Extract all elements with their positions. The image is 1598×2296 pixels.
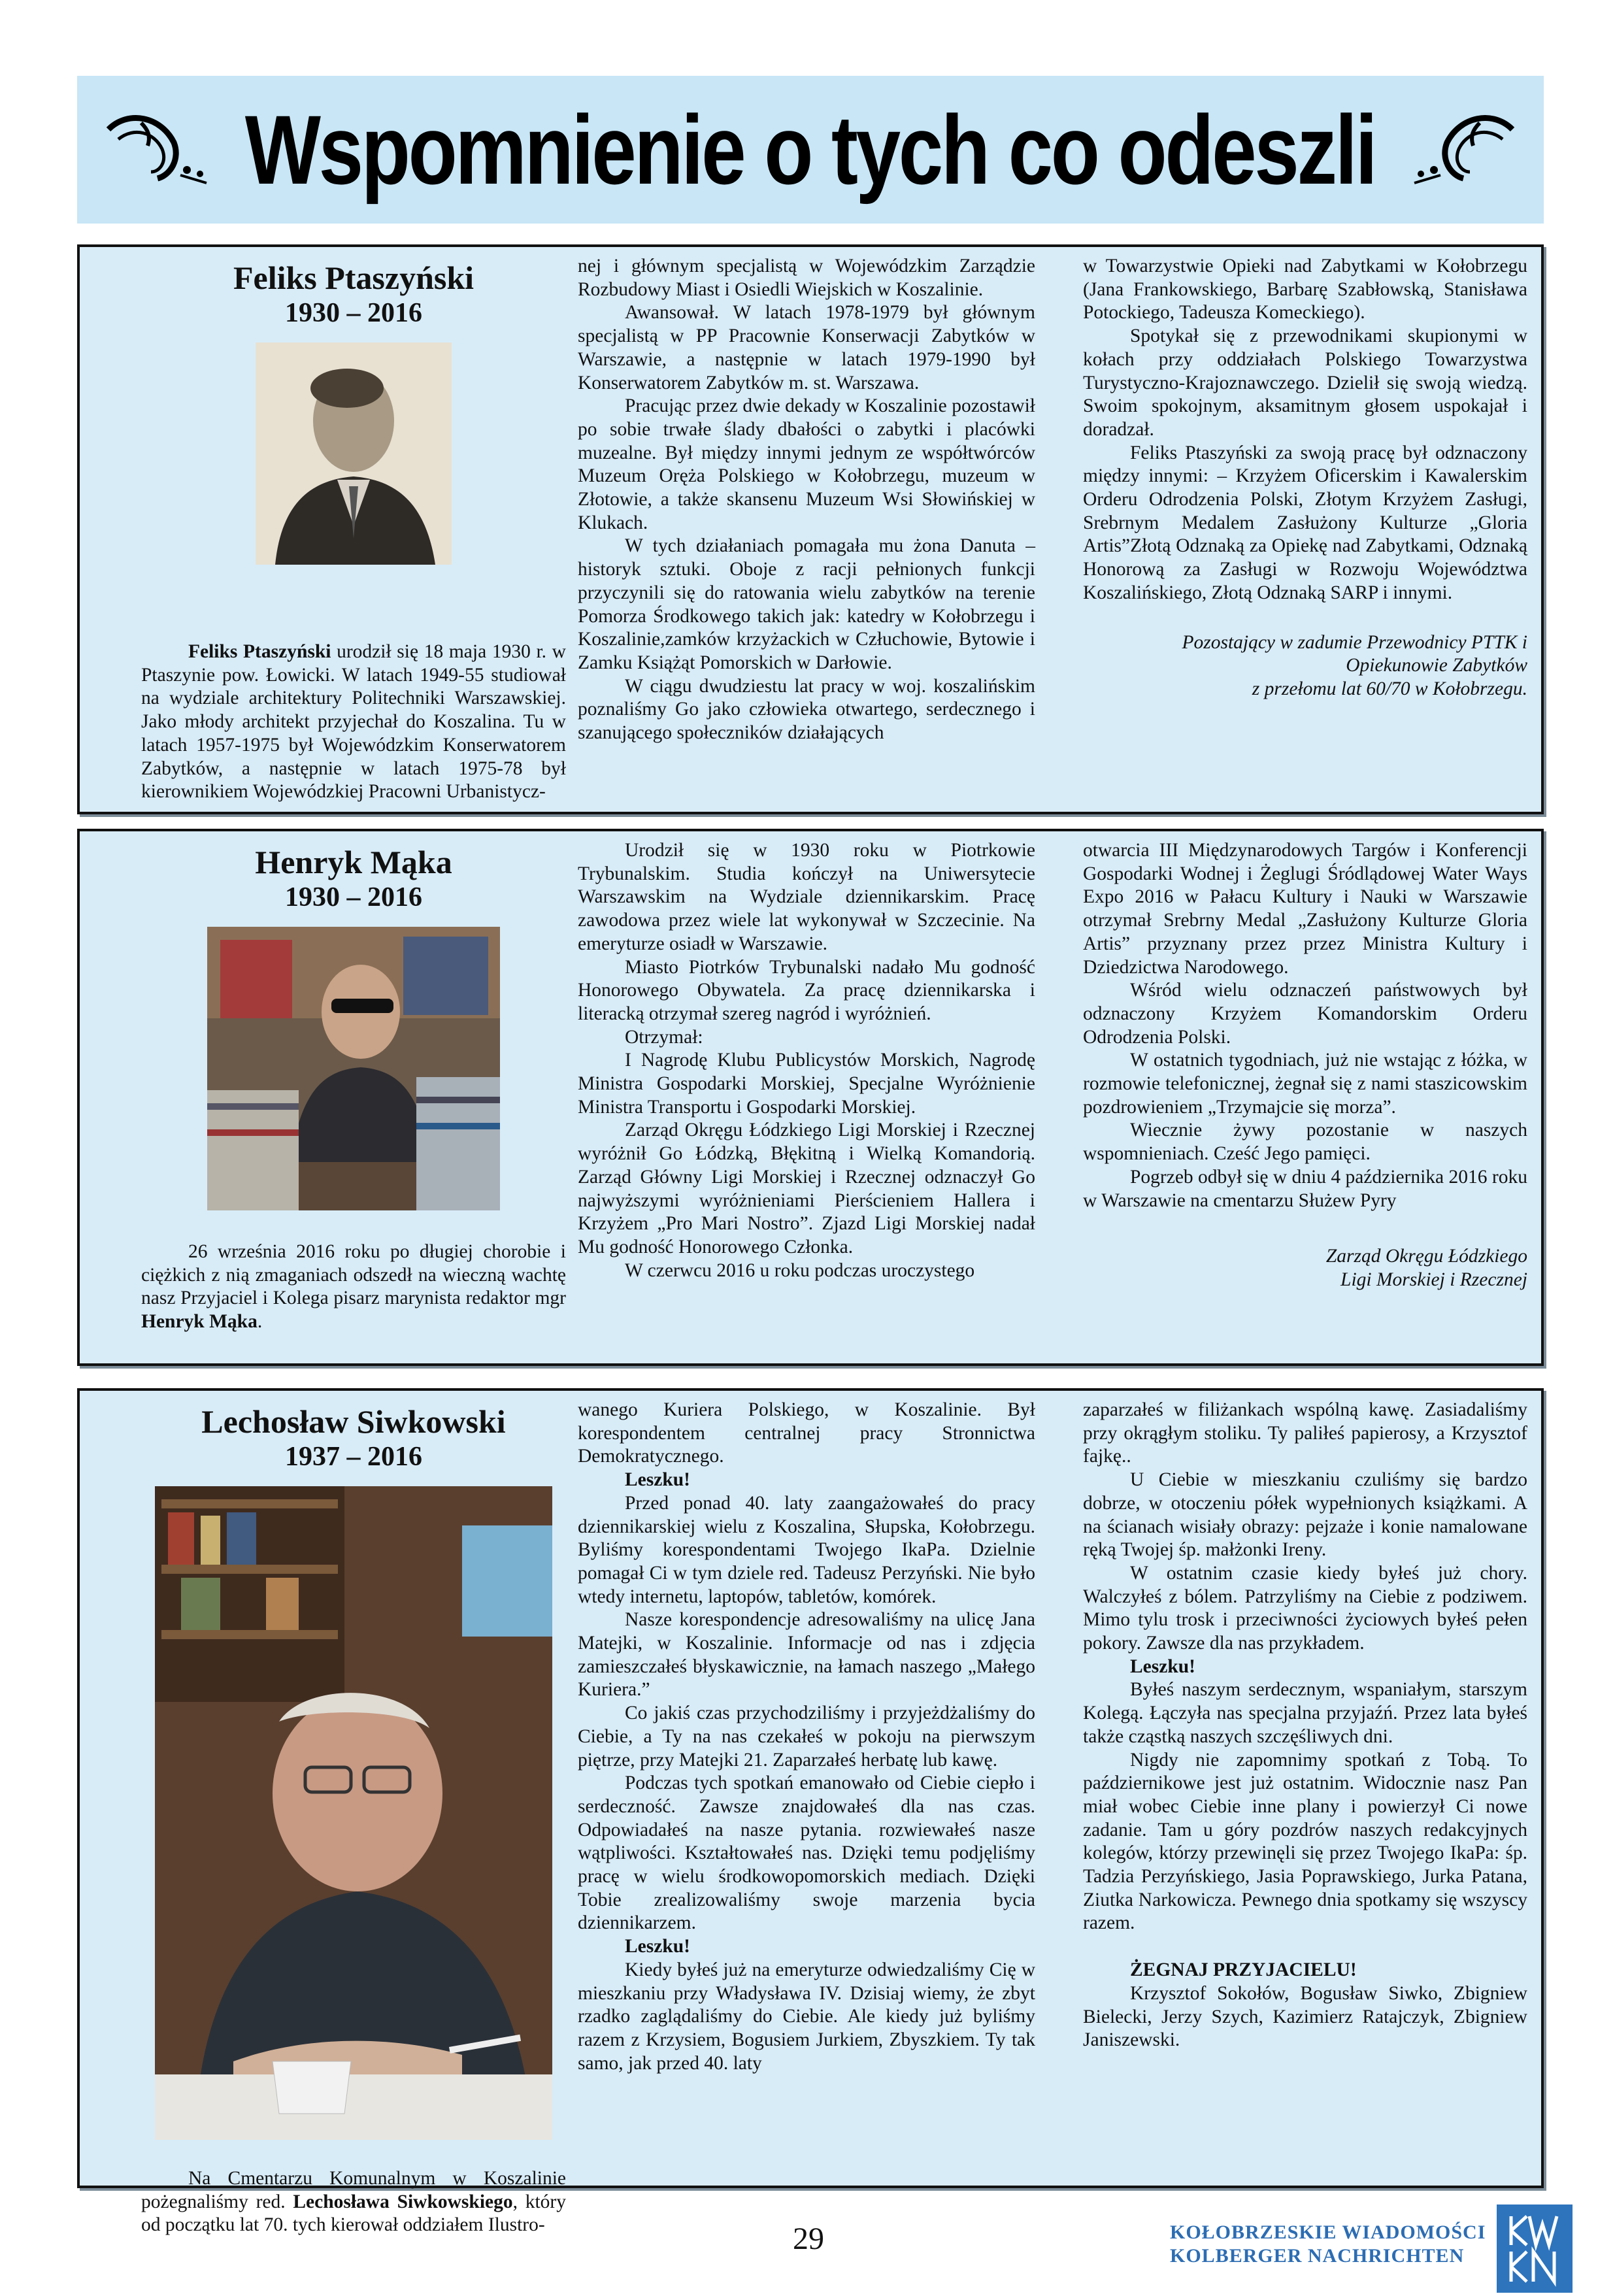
paragraph: Wiecznie żywy pozostanie w naszych wspomnieniach. Cześć Jego pamięci. bbox=[1083, 1120, 1527, 1165]
paragraph: nej i głównym specjalistą w Wojewódzkim Zarządzie Rozbudowy Miast i Osiedli Wiejskich w Koszalinie. bbox=[578, 256, 1035, 300]
paragraph: Kiedy byłeś już na emeryturze odwiedzaliśmy Cię w mieszkaniu przy Władysława IV. Dzisiaj wiemy, że zbyt rzadko zaglądaliśmy do Ciebie. Ale kiedy już byliśmy razem z Krzysiem, Bogusiem Jurkiem, Zbyszkiem. Ty tak samo, jak przed 40. laty bbox=[578, 1959, 1035, 2074]
page-number: 29 bbox=[793, 2221, 824, 2256]
paragraph: Urodził się w 1930 roku w Piotrkowie Trybunalskim. Studia kończył na Uniwersytecie Warszawskim na Wydziale dziennikarskim. Pracę zawodowa przez wiele lat wykonywał w Szczecinie. Na emeryturze osiadł w Warszawie. bbox=[578, 840, 1035, 954]
paragraph: Pogrzeb odbył się w dniu 4 października 2016 roku w Warszawie na cmentarzu Służew Pyry bbox=[1083, 1166, 1527, 1211]
article-column-3 bbox=[1083, 255, 1527, 701]
paragraph: Zarząd Okręgu Łódzkiego Ligi Morskiej i Rzecznej wyróżnił Go Łódzką, Błękitną i Wielką Komandorią. Zarząd Główny Ligi Morskiej i Rzecznej odznaczył Go najwyższymi wyróżnieniami Pierścieniem Hallera i Krzyżem „Pro Mari Nostro”. Zjazd Ligi Morskiej nadał Mu godność Honorowego Członka. bbox=[578, 1120, 1035, 1257]
greeting: Leszku! bbox=[625, 1469, 690, 1491]
signature: Pozostający w zadumie Przewodnicy PTTK i Opiekunowie Zabytków z przełomu lat 60/70 w Kołobrzegu. bbox=[1182, 631, 1527, 699]
flourish-ornament-icon bbox=[102, 110, 213, 195]
greeting: Leszku! bbox=[1130, 1655, 1195, 1677]
paragraph: W ostatnim czasie kiedy byłeś już chory. Walczyłeś z bólem. Patrzyliśmy na Ciebie z podziwem. Mimo tylu trosk i przeciwności życiowych byłeś pełen pokory. Zawsze dla nas przykładem. bbox=[1083, 1562, 1527, 1654]
article-column-1 bbox=[141, 1399, 566, 2237]
title-banner bbox=[77, 76, 1544, 224]
farewell-heading: ŻEGNAJ PRZYJACIELU! bbox=[1130, 1959, 1357, 1981]
bio-paragraph: Na Cmentarzu Komunalnym w Koszalinie pożegnaliśmy red. Lechosława Siwkowskiego, który od początku lat 70. tych kierował oddziałem Ilustro- bbox=[141, 2168, 566, 2236]
article-column-2 bbox=[578, 255, 1035, 745]
paragraph: I Nagrodę Klubu Publicystów Morskich, Nagrodę Ministra Gospodarki Morskiej, Specjalne Wyróżnienie Ministra Transportu i Gospodarki Morskiej. bbox=[578, 1050, 1035, 1118]
publication-name: KOŁOBRZESKIE WIADOMOŚCI KOLBERGER NACHRICHTEN bbox=[1170, 2221, 1486, 2267]
flourish-ornament-icon bbox=[1408, 110, 1519, 195]
paragraph: Otrzymał: bbox=[625, 1026, 703, 1048]
paragraph: Wśród wielu odznaczeń państwowych był odznaczony Krzyżem Komandorskim Orderu Odrodzenia Polski. bbox=[1083, 980, 1527, 1048]
paragraph: Spotykał się z przewodnikami skupionymi w kołach przy oddziałach Polskiego Towarzystwa Turystyczno-Krajoznawczego. Dzielił się swoją wiedzą. Swoim spokojnym, aksamitnym głosem uspokajał i doradzał. bbox=[1083, 325, 1527, 440]
portrait-photo bbox=[155, 1486, 552, 2140]
signature: Zarząd Okręgu Łódzkiego Ligi Morskiej i Rzecznej bbox=[1325, 1246, 1527, 1290]
paragraph: Przed ponad 40. laty zaangażowałeś do pracy dziennikarskiej wielu z Koszalina, Słupska, Kołobrzegu. Byliśmy korespondentami Twojego IkaPa. Dzielnie pomagał Ci w tym dziele red. Tadeusz Perzyński. Nie było wtedy internetu, laptopów, tabletów, komórek. bbox=[578, 1492, 1035, 1607]
paragraph: zaparzałeś w filiżankach wspólną kawę. Zasiadaliśmy przy okrągłym stoliku. Ty paliłeś papierosy, a Krzysztof fajkę.. bbox=[1083, 1399, 1527, 1467]
article-column-3 bbox=[1083, 839, 1527, 1292]
paragraph: Miasto Piotrków Trybunalski nadało Mu godność Honorowego Obywatela. Za pracę dziennikarska i literacką otrzymał szereg nagród i wyróżnień. bbox=[578, 956, 1035, 1024]
paragraph: Awansował. W latach 1978-1979 był głównym specjalistą w PP Pracownie Konserwacji Zabytków w Warszawie, a następnie w latach 1979-1990 był Konserwatorem Zabytków m. st. Warszawa. bbox=[578, 302, 1035, 393]
obituary-feliks-ptaszynski bbox=[77, 244, 1544, 814]
article-column-3 bbox=[1083, 1399, 1527, 2052]
article-column-2 bbox=[578, 839, 1035, 1282]
paragraph: Podczas tych spotkań emanowało od Ciebie ciepło i serdeczność. Zawsze znajdowałeś dla nas czas. Odpowiadałeś na nasze pytania. rozwiewałeś nasze wątpliwości. Kształtowałeś nas. Dzięki temu podjęliśmy pracę w wielu środkowopomorskich mediach. Dzięki Tobie zrealizowaliśmy swoje marzenia bycia dziennikarzem. bbox=[578, 1772, 1035, 1934]
obituary-lechoslaw-siwkowski bbox=[77, 1388, 1544, 2236]
kwkn-logo-icon bbox=[1497, 2204, 1573, 2293]
paragraph: Co jakiś czas przychodziliśmy i przyjeżdżaliśmy do Ciebie, a Ty na nas czekałeś w pokoju na pierwszym piętrze, przy Matejki 21. Zaparzałeś herbatę lub kawę. bbox=[578, 1703, 1035, 1771]
paragraph: Nigdy nie zapomnimy spotkań z Tobą. To październikowe jest już ostatnim. Widocznie nasz Pan miał wobec Ciebie inne plany i powierzył Ci nowe zadanie. Tam u góry pozdrów naszych redakcyjnych kolegów, którzy przewinęli się przez Twojego IkaPa: śp. Tadzia Perzyńskiego, Jasia Poprawskiego, Jurka Patana, Ziutka Narkowicza. Pewnego dnia spotkamy się wszyscy razem. bbox=[1083, 1749, 1527, 1934]
paragraph: w Towarzystwie Opieki nad Zabytkami w Kołobrzegu (Jana Frankowskiego, Barbarę Szabłowską, Stanisława Potockiego, Tadeusza Komeckiego). bbox=[1083, 256, 1527, 324]
greeting: Leszku! bbox=[625, 1936, 690, 1957]
paragraph: W tych działaniach pomagała mu żona Danuta – historyk sztuki. Oboje z racji pełnionych funkcji przyczynili się do ratowania wielu zabytków na terenie Pomorza Środkowego takich jak: katedry w Kołobrzegu i Koszalinie,zamków krzyżackich w Człuchowie, Bytowie i Zamku Książąt Pomorskich w Darłowie. bbox=[578, 535, 1035, 673]
signatories: Krzysztof Sokołów, Bogusław Siwko, Zbigniew Bielecki, Jerzy Szych, Kazimierz Ratajczyk, Zbigniew Janiszewski. bbox=[1083, 1982, 1527, 2051]
paragraph: W ciągu dwudziestu lat pracy w woj. koszalińskim poznaliśmy Go jako człowieka otwartego, serdecznego i szanującego społeczników działających bbox=[578, 675, 1035, 744]
paragraph: Byłeś naszym serdecznym, wspaniałym, starszym Kolegą. Łączyła nas specjalna przyjaźń. Przez lata byłeś także cząstką naszych szczęśliwych dni. bbox=[1083, 1679, 1527, 1747]
person-name: Henryk Mąka bbox=[255, 844, 452, 880]
article-column-2 bbox=[578, 1399, 1035, 2075]
paragraph: Nasze korespondencje adresowaliśmy na ulicę Jana Matejki, w Koszalinie. Informacje od nas i zdjęcia zamieszczałeś błyskawicznie, na łamach naszego „Małego Kuriera.” bbox=[578, 1609, 1035, 1701]
page-title: Wspomnienie o tych co odeszli bbox=[245, 94, 1376, 205]
portrait-photo bbox=[207, 927, 500, 1210]
portrait-photo bbox=[256, 342, 452, 565]
obituary-henryk-maka bbox=[77, 829, 1544, 1366]
publication-logo bbox=[1497, 2204, 1573, 2293]
article-column-1 bbox=[141, 839, 566, 1334]
person-years: 1937 – 2016 bbox=[285, 1442, 422, 1472]
paragraph: Pracując przez dwie dekady w Koszalinie pozostawił po sobie trwałe ślady dbałości o zabytki i placówki muzealne. Był między innymi jednym ze współtwórców Muzeum Oręża Polskiego w Kołobrzegu, muzeum w Złotowie, a także skansenu Muzeum Wsi Słowińskiej w Klukach. bbox=[578, 395, 1035, 533]
person-years: 1930 – 2016 bbox=[285, 882, 422, 912]
bio-paragraph: Feliks Ptaszyński urodził się 18 maja 1930 r. w Ptaszynie pow. Łowicki. W latach 1949-55 studiował na wydziale architektury Politechniki Warszawskiej. Jako młody architekt przyjechał do Koszalina. Tu w latach 1957-1975 był Wojewódzkim Konserwatorem Zabytków, a następnie w latach 1975-78 był kierownikiem Wojewódzkiej Pracowni Urbanistycz- bbox=[141, 641, 566, 803]
paragraph: W czerwcu 2016 u roku podczas uroczystego bbox=[625, 1259, 975, 1281]
paragraph: Feliks Ptaszyński za swoją pracę był odznaczony między innymi: – Krzyżem Oficerskim i Kawalerskim Orderu Odrodzenia Polski, Złotym Krzyżem Zasługi, Srebrnym Medalem Zasłużony Kulturze „Gloria Artis”Złotą Odznaką za Opiekę nad Zabytkami, Odznaką Honorową za Zasługi w Rozwoju Województwa Koszalińskiego, Złotą Odznaką SARP i innymi. bbox=[1083, 442, 1527, 603]
paragraph: W ostatnich tygodniach, już nie wstając z łóżka, w rozmowie telefonicznej, żegnał się z nami staszicowskim pozdrowieniem „Trzymajcie się morza”. bbox=[1083, 1050, 1527, 1118]
paragraph: U Ciebie w mieszkaniu czuliśmy się bardzo dobrze, w otoczeniu półek wypełnionych książkami. A na ścianach wisiały obrazy: pejzaże i konie namalowane ręką Twojej śp. małżonki Ireny. bbox=[1083, 1469, 1527, 1561]
person-name: Feliks Ptaszyński bbox=[233, 259, 474, 296]
bio-paragraph: 26 września 2016 roku po długiej chorobie i ciężkich z nią zmaganiach odszedł na wieczną wachtę nasz Przyjaciel i Kolega pisarz marynista redaktor mgr Henryk Mąka. bbox=[141, 1241, 566, 1333]
article-column-1 bbox=[141, 255, 566, 804]
person-name: Lechosław Siwkowski bbox=[201, 1403, 506, 1440]
person-years: 1930 – 2016 bbox=[285, 298, 422, 328]
paragraph: wanego Kuriera Polskiego, w Koszalinie. Był korespondentem centralnej pracy Stronnictwa Demokratycznego. bbox=[578, 1399, 1035, 1467]
paragraph: otwarcia III Międzynarodowych Targów i Konferencji Gospodarki Wodnej i Żeglugi Śródlądowej Water Ways Expo 2016 w Pałacu Kultury i Nauki w Warszawie otrzymał Srebrny Medal „Zasłużony Kulturze Gloria Artis” przyznany przez przez Ministra Kultury i Dziedzictwa Narodowego. bbox=[1083, 840, 1527, 978]
